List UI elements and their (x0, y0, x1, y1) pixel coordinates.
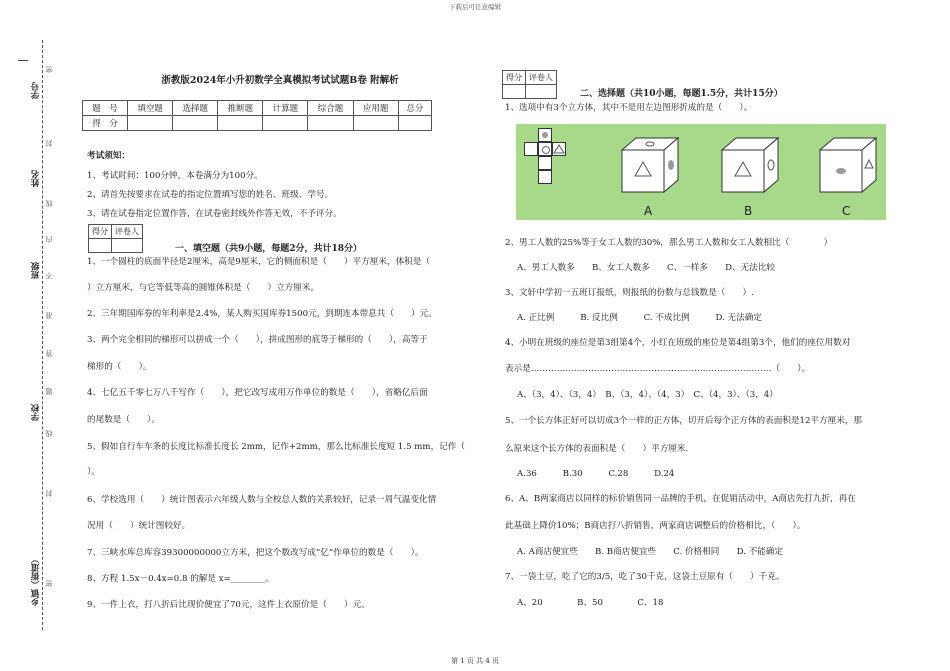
fill-question-line: 况用（ ）统计图较好。 (87, 521, 191, 531)
cut-mark: 准 (45, 312, 53, 319)
fill-question-line: ）立方厘米，与它等低等高的圆锥体积是（ ）立方厘米。 (87, 283, 320, 293)
cut-mark: 题 (45, 388, 53, 395)
notice-item: 3、请在试卷指定位置作答，在试卷密封线外作答无效，不予评分。 (87, 209, 342, 219)
score-table-score-row (83, 116, 432, 131)
cut-mark: 封 (45, 140, 53, 147)
choice-question-line: 么原来这个长方体的表面积是（ ）平方厘米. (505, 444, 689, 454)
score-header-cell: 填空题 (128, 101, 173, 116)
grader-score-label: 得分 (503, 71, 526, 85)
cut-mark: 密 (45, 66, 53, 73)
cut-mark: 答 (45, 350, 53, 357)
choice-question-line: 6、A、B两家商店以同样的标价销售同一品牌的手机，在促销活动中，A商店先打九折，再在 (505, 494, 856, 504)
section2-heading: 二、选择题（共10小题，每题1.5分，共计15分） (580, 89, 783, 99)
cube-option-a (616, 132, 686, 202)
cut-mark: 线 (45, 200, 53, 207)
cut-mark: 不 (45, 272, 53, 279)
score-cell (173, 116, 218, 131)
score-header-cell: 总分 (398, 101, 431, 116)
fill-question-line: 梯形的（ ）。 (87, 362, 152, 372)
score-header-cell: 应用题 (353, 101, 398, 116)
choice-question-line: 表示是…………………………………………………………………………（ ）。 (505, 364, 811, 374)
choice-options-line: A、男工人数多 B、女工人数多 C、一样多 D、无法比较 (517, 263, 776, 273)
score-cell (263, 116, 308, 131)
score-header-cell: 选择题 (173, 101, 218, 116)
choice-options-line: A.36 B.30 C.28 D.24 (517, 469, 675, 479)
score-cell (353, 116, 398, 131)
label-student-id: 学号 (31, 82, 41, 99)
cube-option-c (814, 132, 884, 202)
fill-question-line: 3、两个完全相同的梯形可以拼成一个（ ），拼成图形的底等于梯形的（ ），高等于 (87, 335, 428, 345)
notice-heading: 考试须知： (87, 151, 130, 161)
cut-mark: 内 (45, 236, 53, 243)
grader-box-2 (502, 70, 557, 99)
fill-question-line: ）。 (87, 467, 100, 477)
notice-item: 2、请首先按要求在试卷的指定位置填写您的姓名、班级、学号。 (87, 190, 334, 200)
label-name: 姓名 (31, 170, 41, 187)
fill-question-line: 4、七亿五千零七万八千写作（ ），把它改写成用万作单位的数是（ ），省略亿后面 (87, 388, 428, 398)
exam-title: 浙教版2024年小升初数学全真模拟考试试题B卷 附解析 (161, 75, 399, 86)
choice-question-line: 3、文轩中学初一五班订报纸，则报纸的份数与总钱数是（ ）. (505, 288, 754, 298)
score-table-header-row (83, 101, 432, 116)
label-class: 班级 (31, 262, 41, 279)
score-header-cell: 综合题 (308, 101, 353, 116)
notice-item: 1、考试时间：100分钟，本卷满分为100分。 (87, 171, 263, 181)
score-header-cell: 推断题 (218, 101, 263, 116)
fill-question-line: 1、一个圆柱的底面半径是2厘米，高是9厘米，它的侧面积是（ ）平方厘米，体积是（ (87, 257, 430, 267)
score-cell (398, 116, 431, 131)
cut-mark: 线 (45, 430, 53, 437)
score-cell (308, 116, 353, 131)
grader-name-label: 评卷人 (526, 71, 557, 85)
choice-question-line: 7、一袋土豆，吃了它的3/5，吃了30千克，这袋土豆原有（ ）千克。 (505, 572, 785, 582)
header-note: 下载后可任意编辑 (449, 3, 501, 11)
label-school: 学校 (31, 404, 41, 421)
fill-question-line: 2、三年期国库券的年利率是2.4%，某人购买国库券1500元，到期连本带息共（ ）元。 (87, 309, 437, 319)
fill-question-line: 9、一件上衣，打八折后比现价便宜了70元，这件上衣原价是（ ）元。 (87, 600, 370, 610)
score-header-cell: 题 号 (83, 101, 128, 116)
choice-options-line: A. A商店便宜些 B. B商店便宜些 C. 价格相同 D. 不能确定 (517, 547, 783, 557)
grader-name-label: 评卷人 (112, 225, 143, 239)
choice-question-line: 2、男工人数的25%等于女工人数的30%，那么男工人数和女工人数相比（ ） (505, 238, 833, 248)
fill-question-line: 7、三峡水库总库容39300000000立方米，把这个数改写成“亿”作单位的数是（ ）。 (87, 548, 424, 558)
score-table (82, 100, 432, 131)
score-cell (218, 116, 263, 131)
choice-question-line: 4、小明在班级的座位是第3组第4个，小红在班级的座位是第4组第3个，他们的座位用数对 (505, 338, 851, 348)
cube-net-figure (516, 124, 886, 220)
score-cell (128, 116, 173, 131)
cut-mark: 封 (45, 490, 53, 497)
option-label-b: B (744, 204, 753, 218)
score-row-label: 得 分 (83, 116, 128, 131)
choice-question-line: 此基础上降价10%；B商店打八折销售，两家商店调整后的价格相比，（ ）。 (505, 521, 806, 531)
choice-options-line: A. 正比例 B. 反比例 C. 不成比例 D. 无法确定 (517, 313, 762, 323)
choice-question-line: 1、选项中有3个立方体，其中不是用左边图形折成的是（ ）。 (505, 103, 753, 113)
seal-line (42, 40, 43, 630)
fill-question-line: 6、学校选用（ ）统计图表示六年级人数与全校总人数的关系较好，记录一周气温变化情 (87, 495, 437, 505)
cut-mark: 密 (45, 580, 53, 587)
label-town: 乡镇（街道） (31, 555, 41, 606)
score-header-cell: 计算题 (263, 101, 308, 116)
fill-question-line: 8、方程 1.5x－0.4x=0.8 的解是 x=________。 (87, 574, 274, 584)
choice-options-line: A、20 B、50 C、18 (517, 598, 664, 608)
choice-question-line: 5、一个长方体正好可以切成3个一样的正方体，切开后每个正方体的表面积是12平方厘米，那 (505, 416, 863, 426)
fill-question-line: 5、假如自行车车条的长度比标准长度长 2mm，记作+2mm，那么比标准长度短 1.5 mm，记作（ (87, 442, 465, 452)
grader-box-1 (88, 224, 143, 253)
choice-options-line: A、（3，4）、（3，4） B、（3，4）、（4，3） C、（4，3）、（3，4） (517, 390, 778, 400)
option-label-c: C (842, 204, 851, 218)
cube-option-b (716, 132, 786, 202)
section1-heading: 一、填空题（共9小题，每题2分，共计18分） (175, 244, 363, 254)
page-footer: 第 1 页 共 4 页 (450, 657, 500, 665)
grader-score-label: 得分 (89, 225, 112, 239)
fill-question-line: 的尾数是（ ）。 (87, 415, 161, 425)
option-label-a: A (644, 204, 653, 218)
